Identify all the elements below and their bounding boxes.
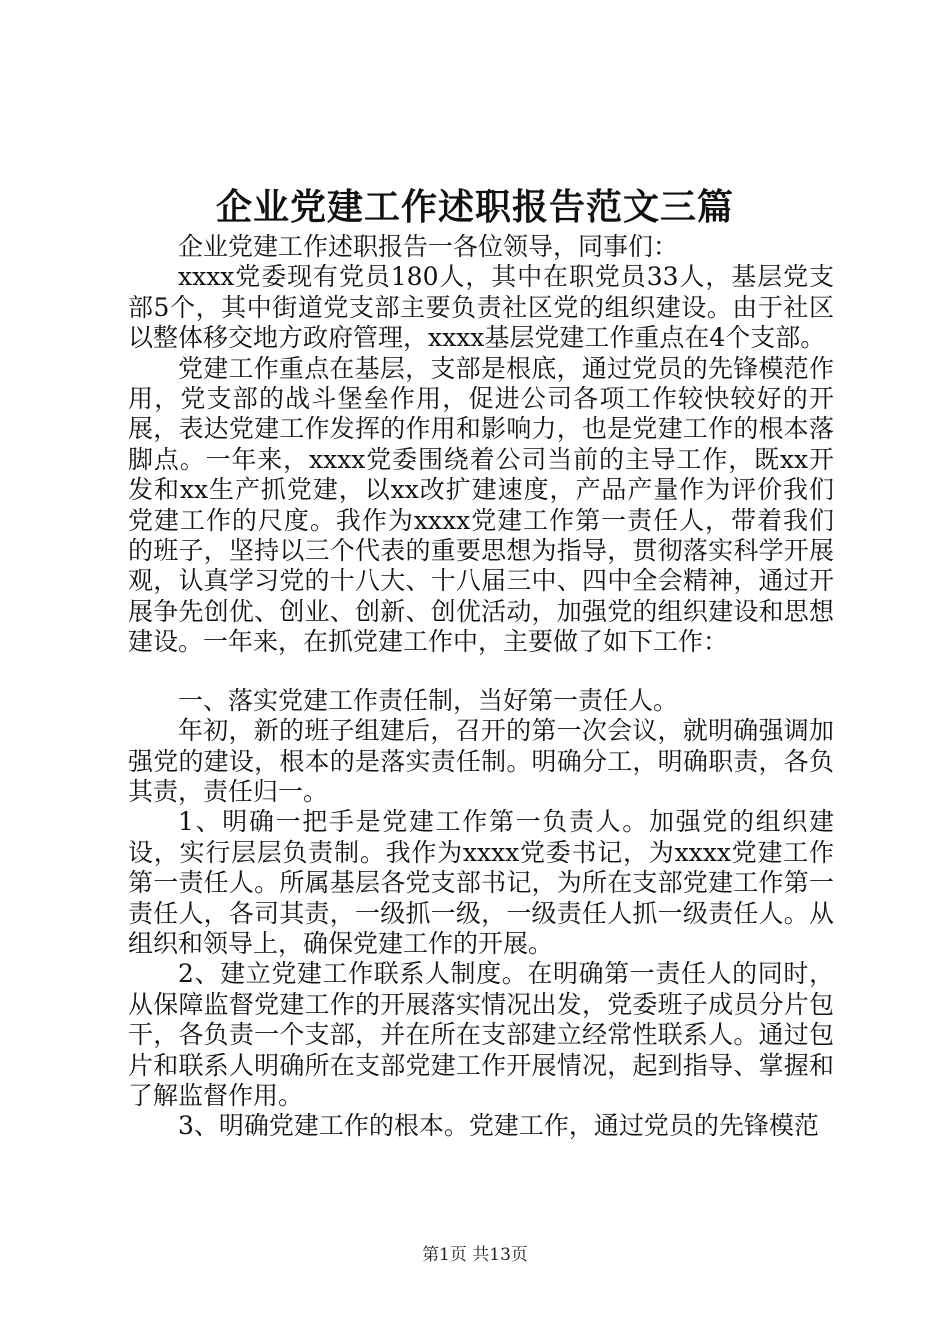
section-heading-1: 一、落实党建工作责任制，当好第一责任人。	[178, 685, 679, 715]
paragraph-item-1: 1、明确一把手是党建工作第一负责人。加强党的组织建设，实行层层负责制。我作为xxxx党委书记，为xxxx党建工作第一责任人。所属基层各党支部书记，为所在支部党建工作第一责任人，各司其责，一级抓一级，一级责任人抓一级责任人。从组织和领导上，确保党建工作的开展。	[128, 807, 834, 958]
document-body	[128, 232, 834, 1142]
paragraph-responsibility: 年初，新的班子组建后，召开的第一次会议，就明确强调加强党的建设，根本的是落实责任制。明确分工，明确职责，各负其责，责任归一。	[128, 716, 834, 806]
paragraph-item-3: 3、明确党建工作的根本。党建工作，通过党员的先锋模范	[178, 1111, 819, 1141]
document-title: 企业党建工作述职报告范文三篇	[215, 186, 734, 228]
page-number-footer: 第1页 共13页	[422, 1245, 528, 1265]
paragraph-item-2: 2、建立党建工作联系人制度。在明确第一责任人的同时，从保障监督党建工作的开展落实情况出发，党委班子成员分片包干，各负责一个支部，并在所在支部建立经常性联系人。通过包片和联系人明确所在支部党建工作开展情况，起到指导、掌握和了解监督作用。	[128, 959, 834, 1110]
paragraph-overview: xxxx党委现有党员180人，其中在职党员33人，基层党支部5个，其中街道党支部主要负责社区党的组织建设。由于社区以整体移交地方政府管理，xxxx基层党建工作重点在4个支部。	[128, 262, 834, 353]
paragraph-focus: 党建工作重点在基层，支部是根底，通过党员的先锋模范作用，党支部的战斗堡垒作用，促进公司各项工作较快较好的开展，表达党建工作发挥的作用和影响力，也是党建工作的根本落脚点。一年来，xxxx党委围绕着公司当前的主导工作，既xx开发和xx生产抓党建，以xx改扩建速度，产品产量作为评价我们党建工作的尺度。我作为xxxx党建工作第一责任人，带着我们的班子，坚持以三个代表的重要思想为指导，贯彻落实科学开展观，认真学习党的十八大、十八届三中、四中全会精神，通过开展争先创优、创业、创新、创优活动，加强党的组织建设和思想建设。一年来，在抓党建工作中，主要做了如下工作：	[128, 353, 834, 657]
paragraph-greeting: 企业党建工作述职报告一各位领导，同事们：	[178, 232, 679, 261]
